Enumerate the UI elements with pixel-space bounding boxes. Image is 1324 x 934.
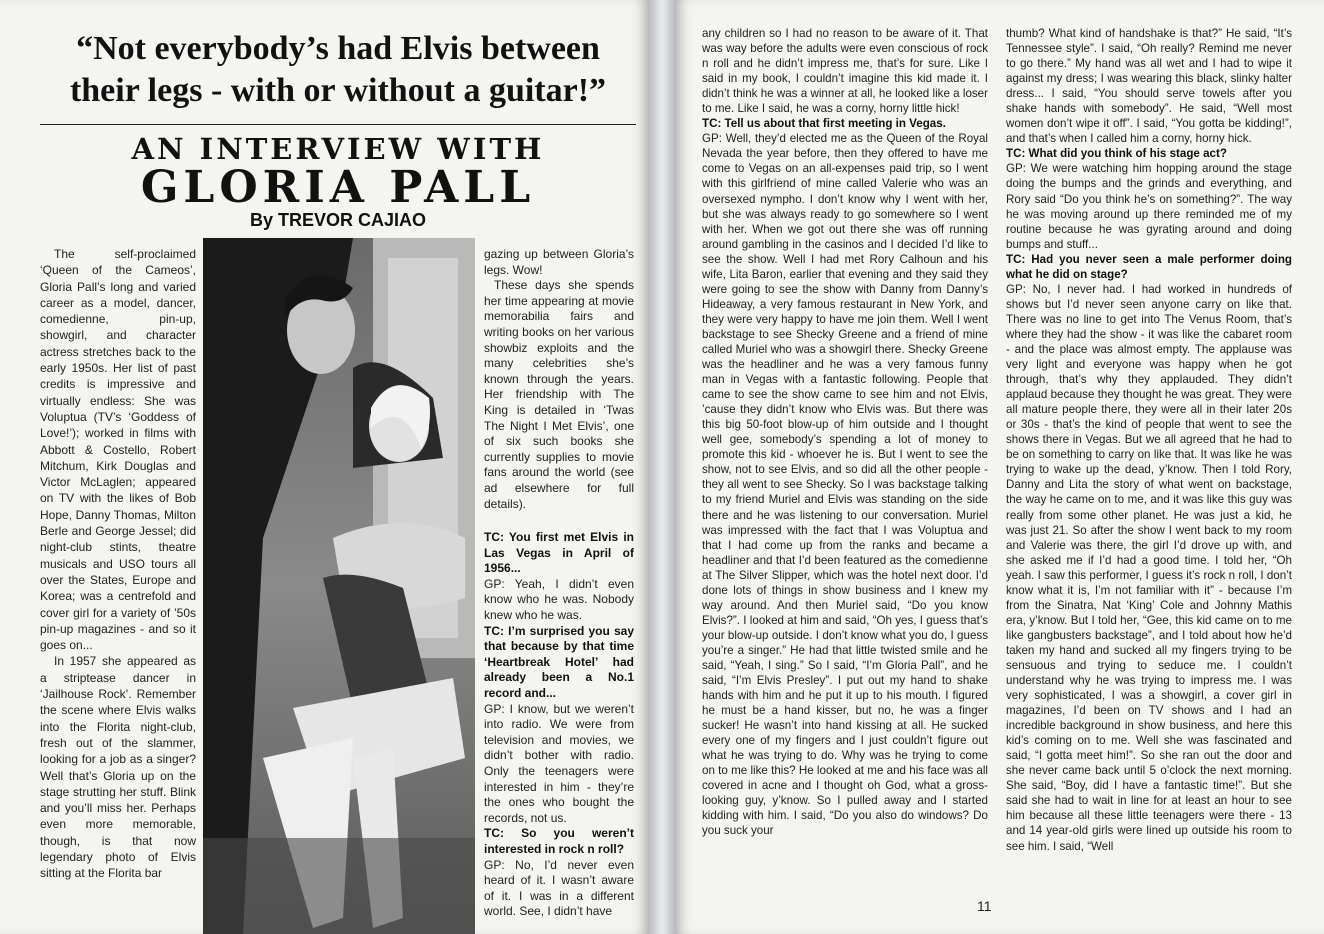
middle-column bbox=[484, 247, 634, 920]
answer-4: GP: Well, they’d elected me as the Queen of the Royal Nevada the year before, then they offered to have me come to Vegas on an all-expenses paid trip, so I went with this girlfriend of mine called Valerie who was an oversexed nympho. I don’t know why I went with her, but she was always ready to go somewhere so I went with her. When we got out there she was off running around gambling in the casinos and I decided I’d like to see the show. Well I had met Rory Calhoun and his wife, Lita Baron, earlier that evening and they said they were going to see the show with Danny from Danny’s Hideaway, a very famous restaurant in New York, and they were very happy to have me join them. Well I went backstage to see Shecky Greene and a friend of mine called Muriel who was a showgirl there. Shecky Greene was the headliner and he was a very famous funny man in Vegas with a fantastic following. People that came to see the show came to see him and not Elvis, ’cause they didn’t know who Elvis was. But there was this big 50-foot blow-up of him outside and I thought well gee, somebody’s spending a lot of money to promote this kid - whoever he is. But I went to see the show, not to see Elvis, and so did all the other people - they all went to see Shecky. So I was backstage talking to my friend Muriel and Elvis was standing on the side there and he was listening to our conversation. Muriel was impressed with the fact that I was Voluptua and that I had come up from the ranks and became a headliner and that I’d been featured as the comedienne at The Silver Slipper, which was the hotel next door. I’d done lots of things in show business and I knew my way around. And then Muriel said, “Do you know Elvis?”. I looked at him and said, “Oh yes, I guess that’s your blow-up outside. I don’t know what you do, I guess you’re a singer.” He had that little twisted smile and he said, “Yeah, I sing.” So I said, “I’m Gloria Pall”, and he said, “I’m Elvis Presley”. I put out my hand to shake hands with him and he put it up to his mouth. I figured he must be a hand kisser, but no, he was a finger sucker! He wasn’t into hand kissing at all. He sucked every one of my fingers and I just couldn’t figure out what he was trying to do. Why was he trying to come on to me like this? He looked at me and his face was all covered in acne and I thought oh God, what a gross-looking guy, y’know. So I pulled away and I started kidding with him. I said, “Do you also do windows? Do you suck your bbox=[702, 132, 988, 838]
intro-paragraph-2: In 1957 she appeared as a striptease dancer in ‘Jailhouse Rock’. Remember the scene where Elvis walks into the Florita night-club, fresh out of the slammer, looking for a job as a singer? Well that’s Gloria up on the stage strutting her stuff. Blink and you’ll miss her. Perhaps even more memorable, though, is that now legendary photo of Elvis sitting at the Florita bar bbox=[40, 654, 196, 881]
elvis-gloria-photo bbox=[203, 238, 475, 934]
question-1: TC: You first met Elvis in Las Vegas in April of 1956... bbox=[484, 530, 634, 576]
question-5: TC: What did you think of his stage act? bbox=[1006, 147, 1227, 161]
answer-1: GP: Yeah, I didn’t even know who he was. Nobody knew who he was. bbox=[484, 576, 634, 623]
answer-2: GP: I know, but we weren’t into radio. We were from television and movies, we didn’t bother with radio. Only the teenagers were interested in him - they’re the ones who bought the records, not us. bbox=[484, 701, 634, 825]
headline-line1: “Not everybody’s had Elvis between bbox=[76, 30, 600, 67]
answer-continued: any children so I had no reason to be aware of it. That was way before the adults were even conscious of rock n roll and he didn’t impress me, that’s for sure. Like I said in my book, I couldn’t imagine this kid made it. I didn’t think he was a winner at all, he looked like a loser to me. Like I said, he was a corny, horny little hick! bbox=[702, 27, 988, 116]
intro-paragraph-1: The self-proclaimed ‘Queen of the Cameos’, Gloria Pall’s long and varied career as a model, dancer, comedienne, pin-up, showgirl, and character actress stretches back to the early 1950s. Her list of past credits is impressive and virtually endless: She was Voluptua (TV’s ‘Goddess of Love!’); worked in films with Abbott & Costello, Robert Mitchum, Kirk Douglas and Victor McLaglen; appeared on TV with the likes of Bob Hope, Danny Thomas, Milton Berle and George Jessel; did night-club stints, theatre musicals and USO tours all over the States, Europe and Korea; was a centrefold and cover girl for a variety of ’50s pin-up magazines - and so it goes on... bbox=[40, 247, 196, 653]
headline-quote bbox=[38, 28, 638, 112]
question-2: TC: I’m surprised you say that because by that time ‘Heartbreak Hotel’ had already been a No.1 record and... bbox=[484, 623, 634, 701]
question-6: TC: Had you never seen a male performer doing what he did on stage? bbox=[1006, 252, 1292, 281]
title-line2: GLORIA PALL bbox=[140, 162, 536, 213]
answer-5: GP: We were watching him hopping around the stage doing the bumps and the grinds and everything, and Rory said “Do you think he’s on something?”. The way he was moving around up there reminded me of my routine because he was gyrating around and doing bumps and stuff... bbox=[1006, 162, 1292, 251]
question-4: TC: Tell us about that first meeting in Vegas. bbox=[702, 117, 946, 131]
answer-4-continued: thumb? What kind of handshake is that?” He said, “It’s Tennessee style”. I said, “Oh really? Remind me never to go there.” My hand was all wet and I had to wipe it against my dress; I was wearing this black, slinky halter dress... I said, “You should serve towels after you shake hands with somebody”. He said, “Well most women don’t wipe it off”. I said, “You gotta be kidding!”, and that’s when I called him a corny, horny hick. bbox=[1006, 27, 1292, 146]
headline-line2: their legs - with or without a guitar!” bbox=[69, 72, 607, 109]
answer-3: GP: No, I’d never even heard of it. I wasn’t aware of it. I was in a different world. See, I didn’t have bbox=[484, 857, 634, 919]
intro-paragraph-3: These days she spends her time appearing at movie memorabilia fairs and writing books on her various showbiz exploits and the many celebrities she’s known through the years. Her friendship with The King is detailed in ‘Twas The Night I Met Elvis’, one of six such books she currently supplies to movie fans around the world (see ad elsewhere for full details). bbox=[484, 278, 634, 511]
right-column-1 bbox=[702, 26, 988, 839]
headline-rule bbox=[40, 124, 636, 125]
title-line1: AN INTERVIEW WITH bbox=[131, 132, 545, 166]
left-page bbox=[0, 0, 648, 934]
byline: By TREVOR CAJIAO bbox=[249, 210, 427, 230]
question-3: TC: So you weren’t interested in rock n roll? bbox=[484, 826, 634, 856]
answer-6: GP: No, I never had. I had worked in hundreds of shows but I’d never seen anyone carry on like that. There was no line to get into The Venus Room, that’s where they had the show - it was like the cabaret room - and the place was almost empty. The applause was very light and everyone was happy when he got through, that’s why they applauded. They didn’t applaud because they thought he was great. They were all mature people there, they were all in their later 20s or 30s - that’s the kind of people that went to see the shows there in Vegas. But we all agreed that he had to be on something to carry on like that. It was like he was trying to wake up the dead, y’know. Then I told Rory, Danny and Lita the story of what went on backstage, the way he came on to me, and it was like this guy was really from some other planet. He was just a kid, he was just 21. So after the show I went back to my room and Valerie was there, the girl I’d drove up with, and she asked me if I’d had a good time. I told her, “Oh yeah. I saw this performer, I guess it’s rock n roll, I don’t know what it is, I’m not familiar with it” - because I’m from the Sinatra, Nat ‘King’ Cole and Johnny Mathis era, y’know. But I told her, “Gee, this kid came on to me like gangbusters backstage”, and I told about how he’d taken my hand and sucked all my fingers trying to be sensuous and trying to seduce me. I couldn’t understand why he was trying to impress me. I was very sophisticated, I was a showgirl, a cover girl in magazines, I’d been on TV shows and I had an incredible background in show business, and here this kid’s coming on to me. Well she was fascinated and said, “I gotta meet him!”. So she ran out the door and she never came back until 5 o’clock the next morning. She said, “Boy, did I have a fantastic time!”. But she said she had to wait in line for at least an hour to see him because all these little teenagers were there - 13 and 14 year-old girls were lined up outside his room to see him. I said, “Well bbox=[1006, 282, 1292, 853]
intro-continued: gazing up between Gloria’s legs. Wow! bbox=[484, 247, 634, 277]
spine-gutter bbox=[648, 0, 676, 934]
page-number: 11 bbox=[977, 898, 992, 914]
intro-column bbox=[40, 246, 196, 882]
right-column-2 bbox=[1006, 26, 1292, 854]
